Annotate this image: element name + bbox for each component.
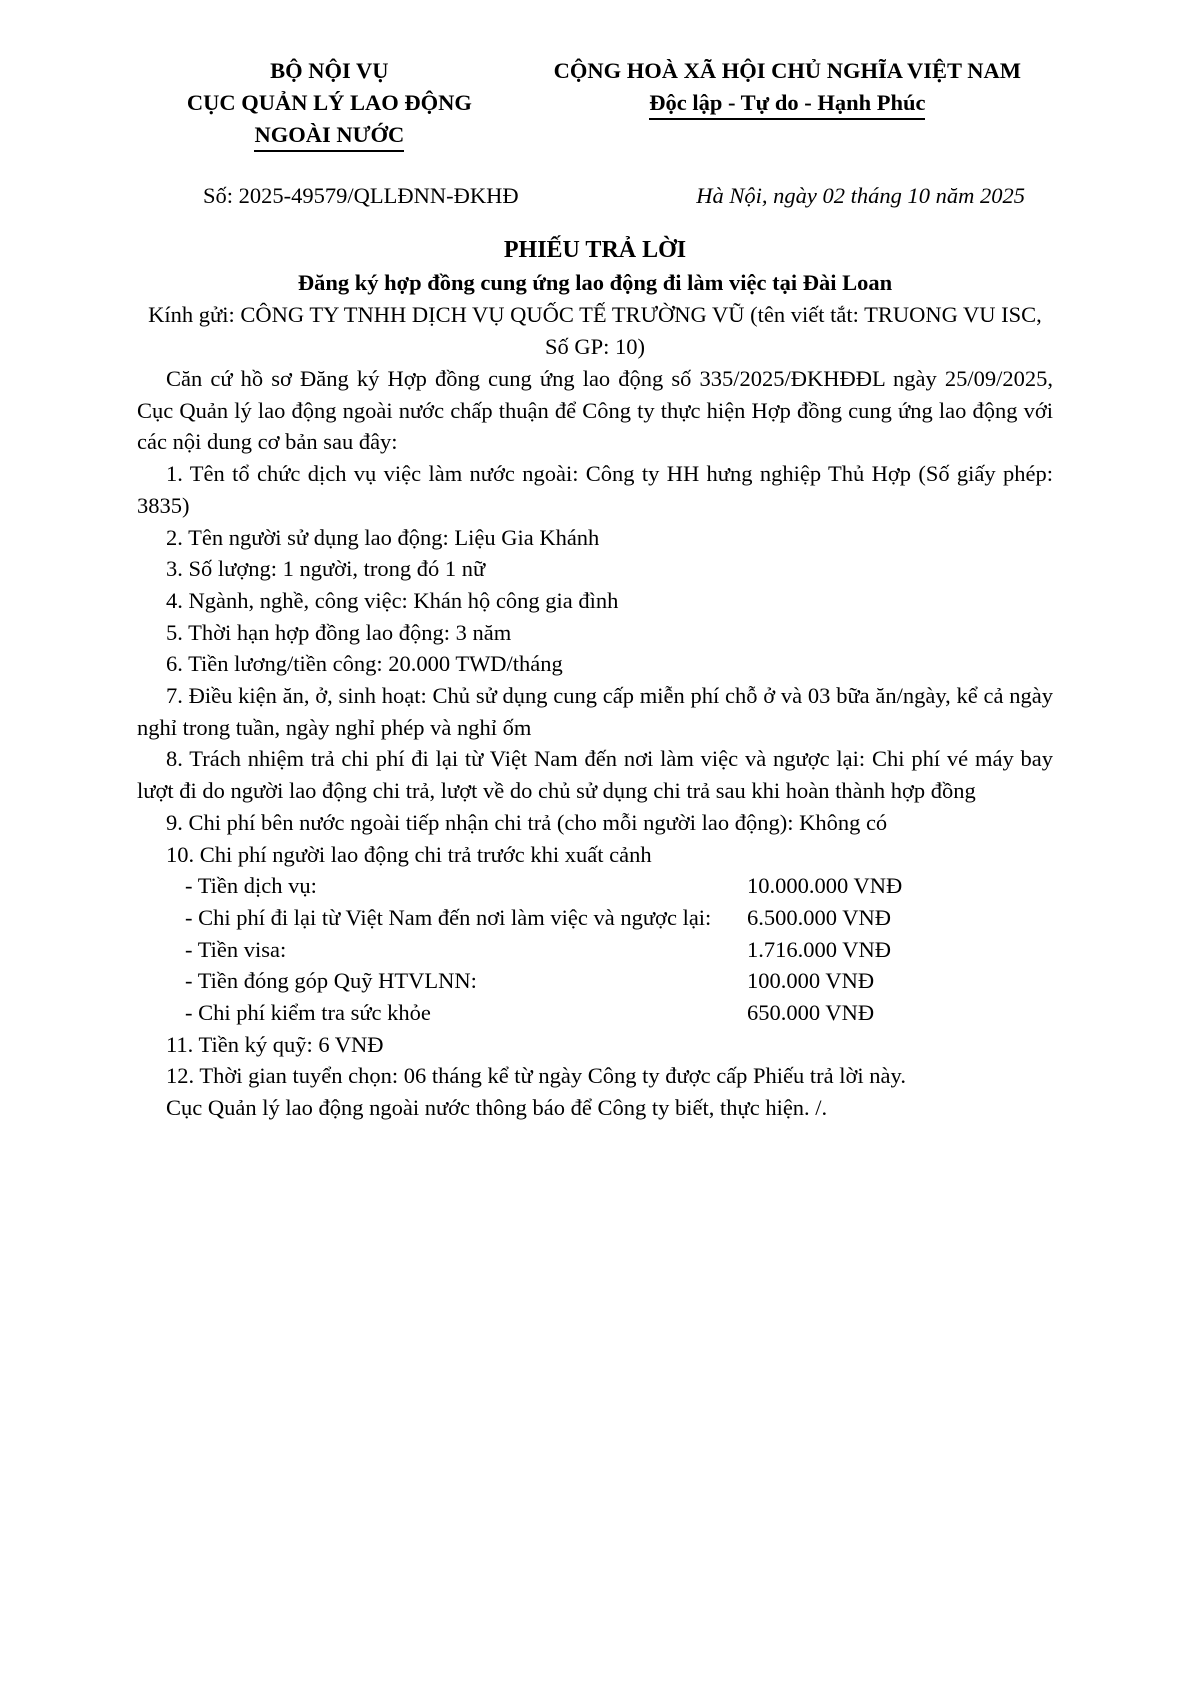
- fee-amount: 6.500.000 VNĐ: [747, 904, 891, 930]
- fee-amount: 1.716.000 VNĐ: [747, 936, 891, 962]
- list-item-6: 6. Tiền lương/tiền công: 20.000 TWD/tháng: [166, 651, 563, 677]
- document-subtitle: Đăng ký hợp đồng cung ứng lao động đi làm việc tại Đài Loan: [297, 270, 893, 295]
- fee-label: - Chi phí đi lại từ Việt Nam đến nơi làm việc và ngược lại:: [185, 904, 712, 930]
- list-item-10: 10. Chi phí người lao động chi trả trước khi xuất cảnh: [166, 841, 652, 867]
- fee-label: - Tiền dịch vụ:: [185, 873, 317, 899]
- list-item-3: 3. Số lượng: 1 người, trong đó 1 nữ: [166, 556, 486, 582]
- recipient-line: Kính gửi: CÔNG TY TNHH DỊCH VỤ QUỐC TẾ TRƯỜNG VŨ (tên viết tắt: TRUONG VU ISC, Số GP: 10): [148, 302, 1042, 359]
- fee-amount: 650.000 VNĐ: [747, 1000, 875, 1026]
- list-item-1: 1. Tên tổ chức dịch vụ việc làm nước ngoài: Công ty HH hưng nghiệp Thủ Hợp (Số giấy phép: 3835): [137, 461, 1053, 518]
- fee-row-health-check: [137, 997, 1053, 1029]
- national-motto: Độc lập - Tự do - Hạnh Phúc: [522, 87, 1053, 120]
- list-item-4: 4. Ngành, nghề, công việc: Khán hộ công gia đình: [166, 587, 619, 613]
- fee-label: - Chi phí kiểm tra sức khỏe: [185, 1000, 431, 1026]
- fee-row-travel: [137, 902, 1053, 934]
- list-item-8: 8. Trách nhiệm trả chi phí đi lại từ Việt Nam đến nơi làm việc và ngược lại: Chi phí vé máy bay lượt đi do người lao động chi trả, lượt về do chủ sử dụng chi trả sau khi hoàn thành hợp đồng: [137, 746, 1053, 804]
- fee-row-visa: [137, 934, 1053, 966]
- fee-amount: 100.000 VNĐ: [747, 968, 875, 994]
- place-and-date: Hà Nội, ngày 02 tháng 10 năm 2025: [696, 183, 1025, 208]
- list-item-12: 12. Thời gian tuyển chọn: 06 tháng kể từ ngày Công ty được cấp Phiếu trả lời này.: [166, 1063, 906, 1089]
- intro-paragraph: Căn cứ hồ sơ Đăng ký Hợp đồng cung ứng lao động số 335/2025/ĐKHĐĐL ngày 25/09/2025, Cục Quản lý lao động ngoài nước chấp thuận để Công ty thực hiện Hợp đồng cung ứng lao động với các nội dung cơ bản sau đây:: [137, 366, 1053, 455]
- list-item-7: 7. Điều kiện ăn, ở, sinh hoạt: Chủ sử dụng cung cấp miễn phí chỗ ở và 03 bữa ăn/ngày, kể cả ngày nghỉ trong tuần, ngày nghỉ phép và nghỉ ốm: [137, 683, 1053, 740]
- list-item-5: 5. Thời hạn hợp đồng lao động: 3 năm: [166, 619, 512, 645]
- document-title: PHIẾU TRẢ LỜI: [503, 237, 687, 263]
- national-motto-block: [522, 55, 1053, 120]
- closing-line: Cục Quản lý lao động ngoài nước thông báo để Công ty biết, thực hiện. /.: [166, 1095, 828, 1121]
- document-meta-row: [137, 180, 1053, 212]
- issuing-agency-block: [137, 55, 522, 152]
- document-number: Số: 2025-49579/QLLĐNN-ĐKHĐ: [203, 183, 519, 208]
- list-item-9: 9. Chi phí bên nước ngoài tiếp nhận chi trả (cho mỗi người lao động): Không có: [166, 809, 888, 835]
- list-item-11: 11. Tiền ký quỹ: 6 VNĐ: [166, 1031, 384, 1057]
- ministry-name: BỘ NỘI VỤ: [270, 58, 389, 83]
- country-name: CỘNG HOÀ XÃ HỘI CHỦ NGHĨA VIỆT NAM: [553, 58, 1022, 83]
- fee-row-fund: [137, 965, 1053, 997]
- fee-row-service: [137, 870, 1053, 902]
- fee-amount: 10.000.000 VNĐ: [747, 873, 903, 899]
- list-item-2: 2. Tên người sử dụng lao động: Liệu Gia Khánh: [166, 524, 600, 550]
- agency-name-line1: CỤC QUẢN LÝ LAO ĐỘNG: [186, 90, 472, 115]
- fee-label: - Tiền visa:: [185, 936, 287, 962]
- agency-name-line2: NGOÀI NƯỚC: [137, 119, 522, 152]
- fee-label: - Tiền đóng góp Quỹ HTVLNN:: [185, 968, 477, 994]
- document-header: [137, 55, 1053, 152]
